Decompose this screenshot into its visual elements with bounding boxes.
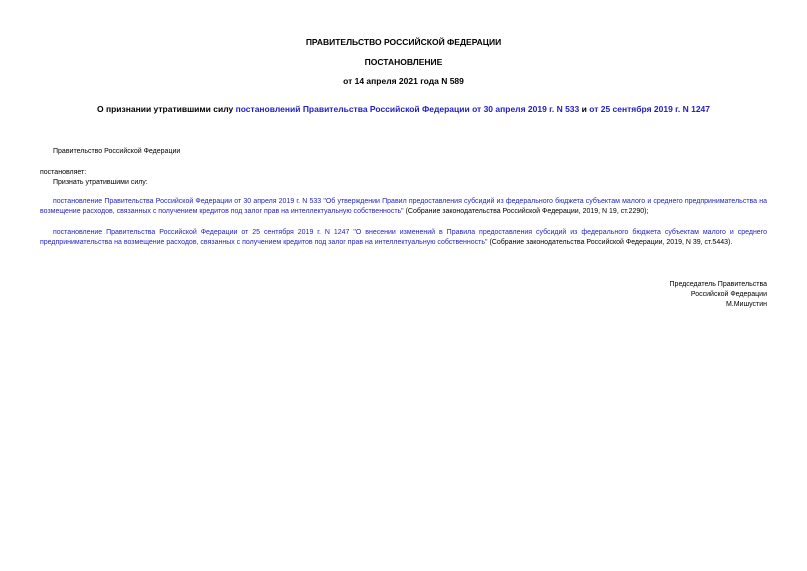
- signature-position-line1: Председатель Правительства: [669, 281, 767, 288]
- signature-position-line2: Российской Федерации: [690, 291, 767, 298]
- title-middle: и: [579, 104, 590, 114]
- decrees-text: постановляет:: [40, 169, 87, 176]
- repealed-item-1-source: (Собрание законодательства Российской Федерации, 2019, N 19, ст.2290);: [403, 208, 649, 215]
- title-link-decree-1247[interactable]: от 25 сентября 2019 г. N 1247: [589, 104, 710, 114]
- issuer-text: Правительство Российской Федерации: [53, 148, 181, 155]
- repealed-item-1-link[interactable]: постановление Правительства Российской Федерации от 30 апреля 2019 г. N 533 "Об утверждении Правил предоставления субсидий из федерального бюджета субъектам малого и среднего предпринимательства на возмещение расходов, связанных с получением кредитов под залог прав на интеллектуальную собственность": [40, 198, 767, 215]
- document-type: ПОСТАНОВЛЕНИЕ: [364, 57, 443, 67]
- document-title: [40, 103, 767, 115]
- government-heading: ПРАВИТЕЛЬСТВО РОССИЙСКОЙ ФЕДЕРАЦИИ: [305, 37, 502, 47]
- repealed-item-2-source: (Собрание законодательства Российской Федерации, 2019, N 39, ст.5443).: [487, 239, 733, 246]
- signature-name: М.Мишустин: [725, 301, 767, 308]
- document-date-number: от 14 апреля 2021 года N 589: [343, 76, 464, 86]
- declare-text: Признать утратившими силу:: [53, 179, 148, 186]
- repealed-item-2-link[interactable]: постановление Правительства Российской Федерации от 25 сентября 2019 г. N 1247 "О внесении изменений в Правила предоставления субсидий из федерального бюджета субъектам малого и среднего предпринимательства на возмещение расходов, связанных с получением кредитов под залог прав на интеллектуальную собственность": [40, 229, 767, 246]
- repealed-item-2: [40, 228, 767, 248]
- title-prefix: О признании утратившими силу: [96, 104, 236, 114]
- repealed-item-1: [40, 197, 767, 217]
- title-link-decree-533[interactable]: постановлений Правительства Российской Федерации от 30 апреля 2019 г. N 533: [235, 104, 580, 114]
